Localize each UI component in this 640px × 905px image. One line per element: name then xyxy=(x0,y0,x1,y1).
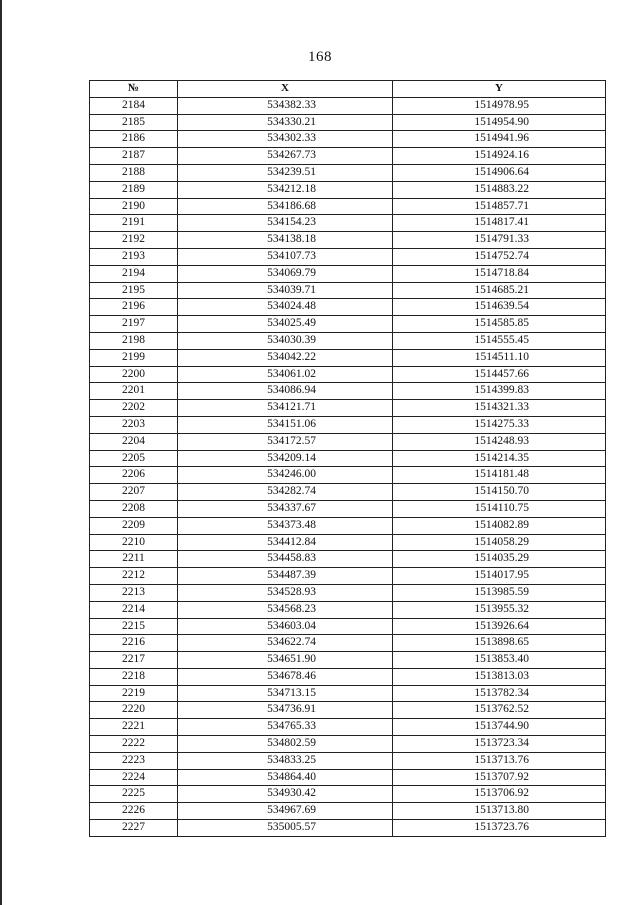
table-row xyxy=(90,736,606,753)
x-coordinate-cell: 534069.79 xyxy=(178,265,393,282)
y-coordinate-cell: 1513706.92 xyxy=(393,786,606,803)
point-number-cell: 2210 xyxy=(90,534,178,551)
y-coordinate-cell: 1513744.90 xyxy=(393,719,606,736)
x-coordinate-cell: 534864.40 xyxy=(178,769,393,786)
table-row xyxy=(90,484,606,501)
y-coordinate-cell: 1514941.96 xyxy=(393,131,606,148)
y-coordinate-cell: 1514639.54 xyxy=(393,299,606,316)
x-coordinate-cell: 534622.74 xyxy=(178,635,393,652)
table-row xyxy=(90,366,606,383)
table-row xyxy=(90,702,606,719)
x-coordinate-cell: 534042.22 xyxy=(178,349,393,366)
point-number-cell: 2211 xyxy=(90,551,178,568)
y-coordinate-cell: 1514954.90 xyxy=(393,114,606,131)
y-coordinate-cell: 1514399.83 xyxy=(393,383,606,400)
x-coordinate-cell: 534107.73 xyxy=(178,248,393,265)
scan-edge xyxy=(0,0,2,905)
point-number-cell: 2186 xyxy=(90,131,178,148)
x-coordinate-cell: 534302.33 xyxy=(178,131,393,148)
table-row xyxy=(90,265,606,282)
table-row xyxy=(90,164,606,181)
x-coordinate-cell: 534528.93 xyxy=(178,584,393,601)
point-number-cell: 2220 xyxy=(90,702,178,719)
table-row xyxy=(90,786,606,803)
table-row xyxy=(90,433,606,450)
x-coordinate-cell: 534802.59 xyxy=(178,736,393,753)
x-coordinate-cell: 534154.23 xyxy=(178,215,393,232)
point-number-cell: 2188 xyxy=(90,164,178,181)
y-coordinate-cell: 1514058.29 xyxy=(393,534,606,551)
x-coordinate-cell: 534267.73 xyxy=(178,148,393,165)
x-coordinate-cell: 534138.18 xyxy=(178,232,393,249)
x-coordinate-cell: 534172.57 xyxy=(178,433,393,450)
y-coordinate-cell: 1513723.76 xyxy=(393,820,606,837)
x-coordinate-cell: 534025.49 xyxy=(178,316,393,333)
y-coordinate-cell: 1513898.65 xyxy=(393,635,606,652)
point-number-cell: 2226 xyxy=(90,803,178,820)
table-row xyxy=(90,332,606,349)
y-coordinate-cell: 1513926.64 xyxy=(393,618,606,635)
table-row xyxy=(90,467,606,484)
y-coordinate-cell: 1513985.59 xyxy=(393,584,606,601)
y-coordinate-cell: 1514752.74 xyxy=(393,248,606,265)
y-coordinate-cell: 1514883.22 xyxy=(393,181,606,198)
x-coordinate-cell: 534765.33 xyxy=(178,719,393,736)
table-row xyxy=(90,534,606,551)
table-row xyxy=(90,383,606,400)
table-row xyxy=(90,685,606,702)
y-coordinate-cell: 1514214.35 xyxy=(393,450,606,467)
x-coordinate-cell: 534382.33 xyxy=(178,97,393,114)
x-coordinate-cell: 534833.25 xyxy=(178,752,393,769)
y-coordinate-cell: 1513707.92 xyxy=(393,769,606,786)
x-coordinate-cell: 534121.71 xyxy=(178,400,393,417)
table-row xyxy=(90,131,606,148)
x-coordinate-cell: 534024.48 xyxy=(178,299,393,316)
x-coordinate-cell: 534603.04 xyxy=(178,618,393,635)
point-number-cell: 2184 xyxy=(90,97,178,114)
table-row xyxy=(90,97,606,114)
point-number-cell: 2187 xyxy=(90,148,178,165)
table-row xyxy=(90,584,606,601)
table-row xyxy=(90,114,606,131)
coordinates-table xyxy=(89,80,606,837)
y-coordinate-cell: 1513853.40 xyxy=(393,652,606,669)
point-number-cell: 2203 xyxy=(90,416,178,433)
x-coordinate-cell: 534282.74 xyxy=(178,484,393,501)
table-row xyxy=(90,248,606,265)
y-coordinate-cell: 1514791.33 xyxy=(393,232,606,249)
table-row xyxy=(90,568,606,585)
table-row xyxy=(90,652,606,669)
point-number-cell: 2202 xyxy=(90,400,178,417)
point-number-cell: 2189 xyxy=(90,181,178,198)
point-number-cell: 2223 xyxy=(90,752,178,769)
y-coordinate-cell: 1513955.32 xyxy=(393,601,606,618)
x-coordinate-cell: 534487.39 xyxy=(178,568,393,585)
point-number-cell: 2194 xyxy=(90,265,178,282)
y-coordinate-cell: 1514275.33 xyxy=(393,416,606,433)
x-coordinate-cell: 534330.21 xyxy=(178,114,393,131)
table-row xyxy=(90,551,606,568)
y-coordinate-cell: 1514150.70 xyxy=(393,484,606,501)
x-coordinate-cell: 534151.06 xyxy=(178,416,393,433)
point-number-cell: 2219 xyxy=(90,685,178,702)
table-row xyxy=(90,618,606,635)
x-coordinate-cell: 534337.67 xyxy=(178,500,393,517)
y-coordinate-cell: 1514817.41 xyxy=(393,215,606,232)
x-coordinate-cell: 534412.84 xyxy=(178,534,393,551)
point-number-cell: 2214 xyxy=(90,601,178,618)
x-coordinate-cell: 534212.18 xyxy=(178,181,393,198)
y-coordinate-cell: 1514457.66 xyxy=(393,366,606,383)
table-row xyxy=(90,820,606,837)
point-number-cell: 2185 xyxy=(90,114,178,131)
y-coordinate-cell: 1513713.80 xyxy=(393,803,606,820)
table-row xyxy=(90,635,606,652)
point-number-cell: 2196 xyxy=(90,299,178,316)
y-coordinate-cell: 1514511.10 xyxy=(393,349,606,366)
y-coordinate-cell: 1514110.75 xyxy=(393,500,606,517)
table-row xyxy=(90,215,606,232)
x-coordinate-cell: 534967.69 xyxy=(178,803,393,820)
point-number-cell: 2213 xyxy=(90,584,178,601)
point-number-cell: 2204 xyxy=(90,433,178,450)
y-coordinate-cell: 1514017.95 xyxy=(393,568,606,585)
y-coordinate-cell: 1513782.34 xyxy=(393,685,606,702)
header-number: № xyxy=(90,81,178,98)
y-coordinate-cell: 1513813.03 xyxy=(393,668,606,685)
y-coordinate-cell: 1514857.71 xyxy=(393,198,606,215)
point-number-cell: 2192 xyxy=(90,232,178,249)
y-coordinate-cell: 1514906.64 xyxy=(393,164,606,181)
y-coordinate-cell: 1514978.95 xyxy=(393,97,606,114)
point-number-cell: 2205 xyxy=(90,450,178,467)
x-coordinate-cell: 534039.71 xyxy=(178,282,393,299)
x-coordinate-cell: 534713.15 xyxy=(178,685,393,702)
point-number-cell: 2207 xyxy=(90,484,178,501)
point-number-cell: 2225 xyxy=(90,786,178,803)
x-coordinate-cell: 534736.91 xyxy=(178,702,393,719)
y-coordinate-cell: 1514181.48 xyxy=(393,467,606,484)
table-row xyxy=(90,752,606,769)
x-coordinate-cell: 534239.51 xyxy=(178,164,393,181)
table-row xyxy=(90,400,606,417)
point-number-cell: 2209 xyxy=(90,517,178,534)
table-row xyxy=(90,668,606,685)
table-row xyxy=(90,232,606,249)
table-row xyxy=(90,769,606,786)
point-number-cell: 2218 xyxy=(90,668,178,685)
x-coordinate-cell: 534568.23 xyxy=(178,601,393,618)
table-row xyxy=(90,299,606,316)
table-row xyxy=(90,601,606,618)
table-row xyxy=(90,719,606,736)
y-coordinate-cell: 1513713.76 xyxy=(393,752,606,769)
x-coordinate-cell: 534246.00 xyxy=(178,467,393,484)
y-coordinate-cell: 1514248.93 xyxy=(393,433,606,450)
x-coordinate-cell: 534186.68 xyxy=(178,198,393,215)
x-coordinate-cell: 534678.46 xyxy=(178,668,393,685)
table-body xyxy=(90,97,606,836)
point-number-cell: 2199 xyxy=(90,349,178,366)
x-coordinate-cell: 534458.83 xyxy=(178,551,393,568)
table-row xyxy=(90,500,606,517)
table-row xyxy=(90,198,606,215)
point-number-cell: 2200 xyxy=(90,366,178,383)
point-number-cell: 2206 xyxy=(90,467,178,484)
y-coordinate-cell: 1514555.45 xyxy=(393,332,606,349)
x-coordinate-cell: 534209.14 xyxy=(178,450,393,467)
point-number-cell: 2191 xyxy=(90,215,178,232)
table-header-row xyxy=(90,81,606,98)
table-row xyxy=(90,517,606,534)
y-coordinate-cell: 1514082.89 xyxy=(393,517,606,534)
point-number-cell: 2224 xyxy=(90,769,178,786)
y-coordinate-cell: 1514321.33 xyxy=(393,400,606,417)
point-number-cell: 2197 xyxy=(90,316,178,333)
y-coordinate-cell: 1514585.85 xyxy=(393,316,606,333)
point-number-cell: 2227 xyxy=(90,820,178,837)
x-coordinate-cell: 534061.02 xyxy=(178,366,393,383)
header-y: Y xyxy=(393,81,606,98)
y-coordinate-cell: 1514035.29 xyxy=(393,551,606,568)
y-coordinate-cell: 1514718.84 xyxy=(393,265,606,282)
point-number-cell: 2215 xyxy=(90,618,178,635)
point-number-cell: 2195 xyxy=(90,282,178,299)
header-x: X xyxy=(178,81,393,98)
table-row xyxy=(90,282,606,299)
x-coordinate-cell: 535005.57 xyxy=(178,820,393,837)
point-number-cell: 2222 xyxy=(90,736,178,753)
point-number-cell: 2190 xyxy=(90,198,178,215)
x-coordinate-cell: 534651.90 xyxy=(178,652,393,669)
y-coordinate-cell: 1513762.52 xyxy=(393,702,606,719)
page-number: 168 xyxy=(308,49,332,65)
x-coordinate-cell: 534030.39 xyxy=(178,332,393,349)
point-number-cell: 2221 xyxy=(90,719,178,736)
table-row xyxy=(90,316,606,333)
point-number-cell: 2212 xyxy=(90,568,178,585)
x-coordinate-cell: 534930.42 xyxy=(178,786,393,803)
table-row xyxy=(90,450,606,467)
table-row xyxy=(90,181,606,198)
point-number-cell: 2216 xyxy=(90,635,178,652)
y-coordinate-cell: 1514924.16 xyxy=(393,148,606,165)
table-row xyxy=(90,416,606,433)
point-number-cell: 2193 xyxy=(90,248,178,265)
point-number-cell: 2208 xyxy=(90,500,178,517)
table-row xyxy=(90,148,606,165)
y-coordinate-cell: 1514685.21 xyxy=(393,282,606,299)
x-coordinate-cell: 534373.48 xyxy=(178,517,393,534)
point-number-cell: 2198 xyxy=(90,332,178,349)
x-coordinate-cell: 534086.94 xyxy=(178,383,393,400)
point-number-cell: 2201 xyxy=(90,383,178,400)
table-row xyxy=(90,803,606,820)
table-row xyxy=(90,349,606,366)
y-coordinate-cell: 1513723.34 xyxy=(393,736,606,753)
point-number-cell: 2217 xyxy=(90,652,178,669)
